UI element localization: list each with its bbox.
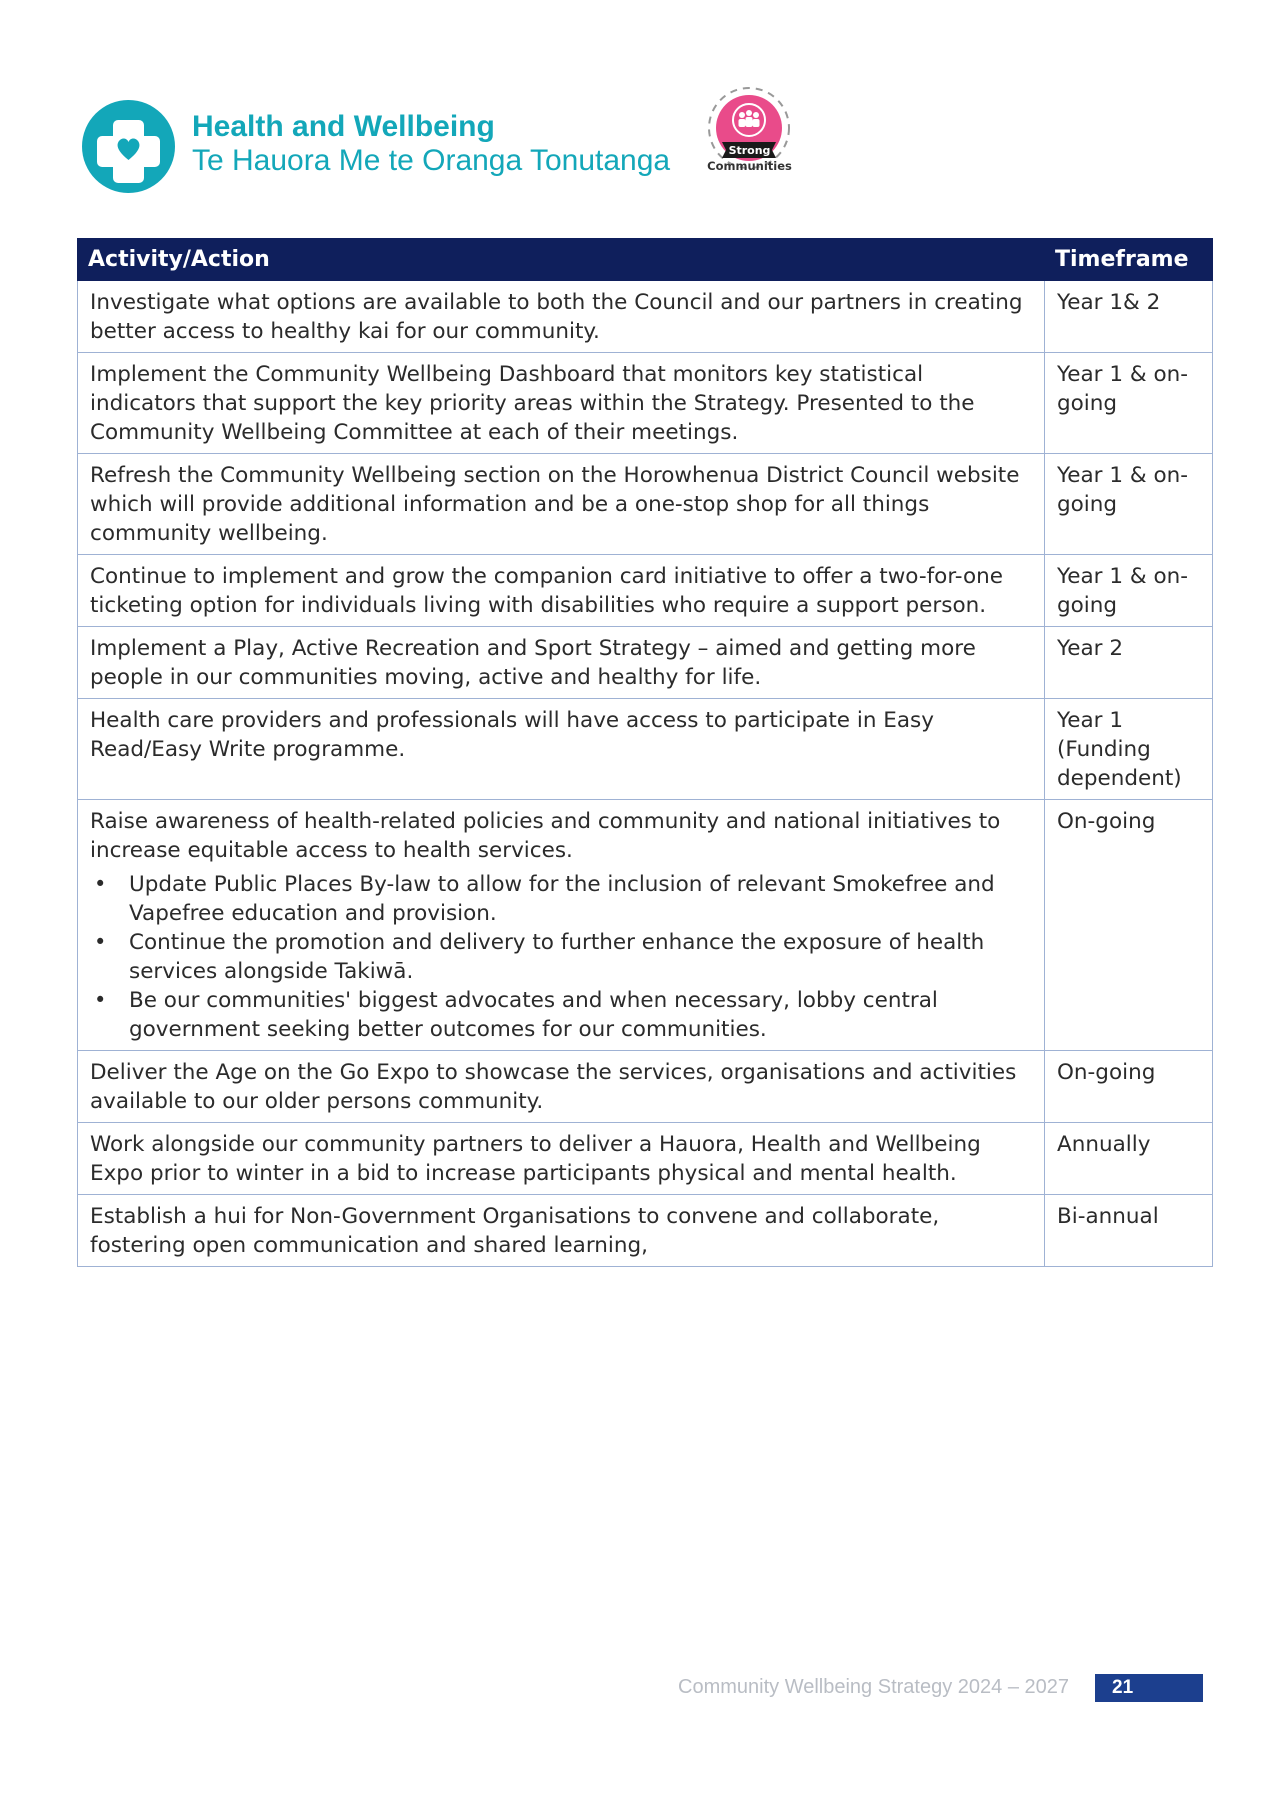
- activity-cell: Implement the Community Wellbeing Dashboard that monitors key statistical indicators that support the key priority areas within the Strategy. Presented to the Community Wellbeing Committee at each of their meetings.: [78, 353, 1045, 454]
- column-header-activity: Activity/Action: [78, 239, 1045, 281]
- table-row: [78, 1195, 1213, 1267]
- bullet-item: • Update Public Places By-law to allow for the inclusion of relevant Smokefree and Vapefree education and provision.: [90, 870, 1034, 928]
- table-row: [78, 1051, 1213, 1123]
- activity-cell: Continue to implement and grow the companion card initiative to offer a two-for-one ticketing option for individuals living with disabilities who require a support person.: [78, 555, 1045, 627]
- table-row: [78, 281, 1213, 353]
- timeframe-cell: Year 1 & on-going: [1045, 555, 1213, 627]
- activity-cell: Establish a hui for Non-Government Organisations to convene and collaborate, fostering open communication and shared learning,: [78, 1195, 1045, 1267]
- activity-cell: Deliver the Age on the Go Expo to showcase the services, organisations and activities available to our older persons community.: [78, 1051, 1045, 1123]
- activity-intro: Raise awareness of health-related policies and community and national initiatives to increase equitable access to health services.: [90, 809, 1001, 863]
- table-row: [78, 627, 1213, 699]
- footer-document-title: Community Wellbeing Strategy 2024 – 2027: [678, 1676, 1069, 1698]
- table-row: [78, 1123, 1213, 1195]
- timeframe-cell: Year 2: [1045, 627, 1213, 699]
- timeframe-cell: On-going: [1045, 1051, 1213, 1123]
- table-row: [78, 454, 1213, 555]
- page-footer: [600, 1674, 1204, 1704]
- page-title: Health and Wellbeing: [192, 110, 495, 143]
- activity-cell: Work alongside our community partners to deliver a Hauora, Health and Wellbeing Expo prior to winter in a bid to increase participants physical and mental health.: [78, 1123, 1045, 1195]
- table-row: [78, 353, 1213, 454]
- timeframe-cell: Year 1 (Funding dependent): [1045, 699, 1213, 800]
- community-people-icon: [702, 84, 797, 194]
- timeframe-cell: Bi-annual: [1045, 1195, 1213, 1267]
- table-row: [78, 555, 1213, 627]
- title-block: [192, 110, 670, 178]
- page-subtitle: Te Hauora Me te Oranga Tonutanga: [192, 144, 671, 177]
- activity-table: [77, 238, 1213, 1267]
- badge-label-communities: Communities: [707, 159, 792, 173]
- table-row: [78, 800, 1213, 1051]
- badge-label-strong: Strong: [728, 144, 771, 157]
- bullet-item: • Be our communities' biggest advocates and when necessary, lobby central government seeking better outcomes for our communities.: [90, 986, 1034, 1044]
- activity-cell: Investigate what options are available to both the Council and our partners in creating better access to healthy kai for our community.: [78, 281, 1045, 353]
- timeframe-cell: Year 1 & on-going: [1045, 353, 1213, 454]
- activity-cell: Refresh the Community Wellbeing section on the Horowhenua District Council website which will provide additional information and be a one-stop shop for all things community wellbeing.: [78, 454, 1045, 555]
- column-header-timeframe: Timeframe: [1045, 239, 1213, 281]
- timeframe-cell: Year 1 & on-going: [1045, 454, 1213, 555]
- page-number: 21: [1095, 1674, 1203, 1702]
- page-header: [82, 98, 822, 198]
- strong-communities-badge: [702, 84, 797, 194]
- timeframe-cell: On-going: [1045, 800, 1213, 1051]
- heart-plus-icon: [82, 100, 175, 193]
- activity-cell: Health care providers and professionals will have access to participate in Easy Read/Easy Write programme.: [78, 699, 1045, 800]
- table-row: [78, 699, 1213, 800]
- timeframe-cell: Year 1& 2: [1045, 281, 1213, 353]
- timeframe-cell: Annually: [1045, 1123, 1213, 1195]
- activity-cell: Implement a Play, Active Recreation and Sport Strategy – aimed and getting more people in our communities moving, active and healthy for life.: [78, 627, 1045, 699]
- bullet-list: [90, 870, 1034, 1044]
- activity-cell: [78, 800, 1045, 1051]
- table-header-row: [78, 239, 1213, 281]
- bullet-item: • Continue the promotion and delivery to further enhance the exposure of health services alongside Takiwā.: [90, 928, 1034, 986]
